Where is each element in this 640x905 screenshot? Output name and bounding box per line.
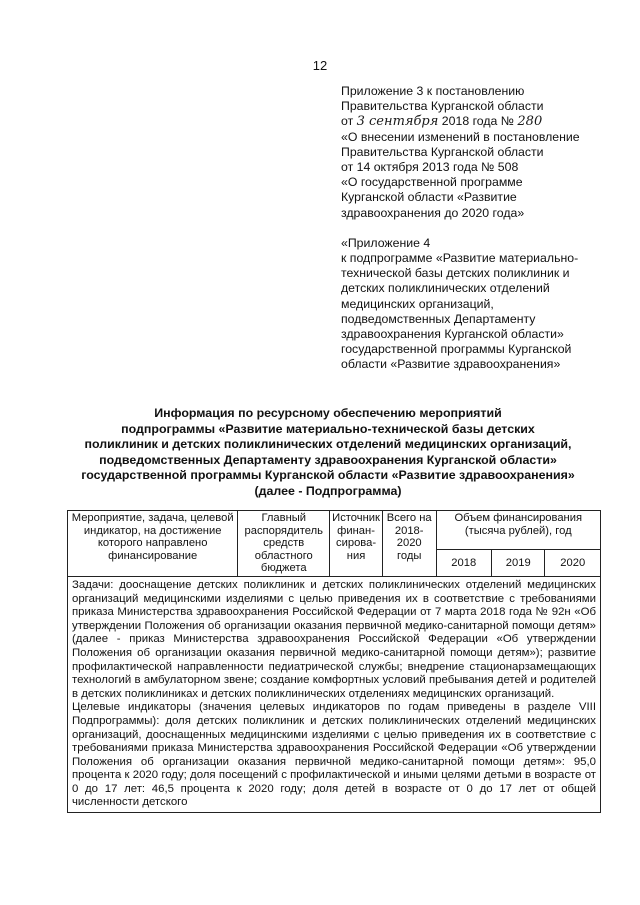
tasks-text: Задачи: дооснащение детских поликлиник и детских поликлинических отделений медицинских организаций медицинскими изделиями с целью приведения их в соответствие с требованиями приказа Министерства здравоохранения Российской Федерации от 7 марта 2018 года № 92н «Об утверждении Положения об организации оказания первичной медико-санитарной помощи детям» (далее - приказ Министерства здравоохранения Российской Федерации «Об утверждении Положения об организации оказания первичной медико-санитарной помощи детям»); развитие профилактической направленности педиатрической службы; внедрение стационарзамещающих технологий в амбулаторном звене; создание комфортных условий пребывания детей и родителей в детских поликлиниках и детских поликлинических отделениях медицинских организаций.	[72, 578, 596, 700]
subappendix-line: медицинских организаций,	[341, 296, 494, 311]
appendix-line: от 14 октября 2013 года № 508	[341, 160, 519, 175]
header-year-2018: 2018	[436, 549, 491, 576]
date-prefix: от	[341, 114, 354, 129]
appendix-line: «О государственной программе	[341, 175, 523, 190]
title-line: подпрограммы «Развитие материально-технической базы детских	[121, 421, 535, 436]
subappendix-line: области «Развитие здравоохранения»	[341, 357, 561, 372]
subappendix-line: здравоохранения Курганской области»	[341, 327, 564, 342]
subappendix-line: технической базы детских поликлиник и	[341, 266, 570, 281]
subappendix-line: детских поликлинических отделений	[341, 281, 550, 296]
header-manager: Главный распорядитель средств областного бюджета	[238, 511, 330, 577]
appendix-line: Приложение 3 к постановлению	[341, 84, 525, 98]
appendix-date-line	[341, 114, 611, 129]
appendix-line: здравоохранения до 2020 года»	[341, 205, 525, 220]
appendix-line: Курганской области «Развитие	[341, 190, 517, 205]
appendix-line: Правительства Курганской области	[341, 144, 544, 159]
page-number: 12	[312, 58, 328, 73]
title-line: (далее - Подпрограмма)	[254, 483, 402, 498]
header-year-2019: 2019	[491, 549, 545, 576]
header-funding: Объем финансирования (тысяча рублей), год	[436, 511, 601, 550]
subappendix-line: государственной программы Курганской	[341, 342, 572, 357]
title-line: Информация по ресурсному обеспечению мероприятий	[154, 406, 502, 420]
handwritten-number: 280	[517, 114, 543, 130]
title-line: поликлиник и детских поликлинических отделений медицинских организаций,	[84, 437, 572, 452]
resource-table	[67, 510, 601, 813]
date-suffix: 2018 года №	[441, 114, 514, 129]
title-line: подведомственных Департаменту здравоохранения Курганской области»	[99, 452, 557, 467]
appendix-line: Правительства Курганской области	[341, 99, 544, 114]
subappendix-line: к подпрограмме «Развитие материально-	[341, 251, 579, 266]
title-line: государственной программы Курганской области «Развитие здравоохранения»	[81, 468, 575, 483]
appendix-line: «О внесении изменений в постановление	[341, 129, 580, 144]
header-source: Источник финан-сирова-ния	[330, 511, 383, 577]
tasks-cell	[68, 576, 601, 812]
subappendix-line: «Приложение 4	[341, 235, 431, 250]
header-measure: Мероприятие, задача, целевой индикатор, на достижение которого направлено финансирование	[68, 511, 238, 577]
indicators-text: Целевые индикаторы (значения целевых индикаторов по годам приведены в разделе VIII Подпрограммы): доля детских поликлиник и детских поликлинических отделений медицинских организаций, дооснащенных медицинскими изделиями с целью приведения их в соответствие с требованиями приказа Министерства здравоохранения Российской Федерации «Об утверждении Положения об организации оказания первичной медико-санитарной помощи детям»: 95,0 процента к 2020 году; доля посещений с профилактической и иными целями детьми в возрасте от 0 до 17 лет: 46,5 процента к 2020 году; доля детей в возрасте от 0 до 17 лет от общей численности детского	[72, 701, 596, 809]
header-year-2020: 2020	[545, 549, 601, 576]
handwritten-date: 3 сентября	[356, 114, 439, 130]
appendix-block	[341, 84, 611, 373]
subappendix-line: подведомственных Департаменту	[341, 311, 536, 326]
header-total: Всего на 2018-2020 годы	[382, 511, 436, 577]
document-title	[50, 406, 606, 500]
